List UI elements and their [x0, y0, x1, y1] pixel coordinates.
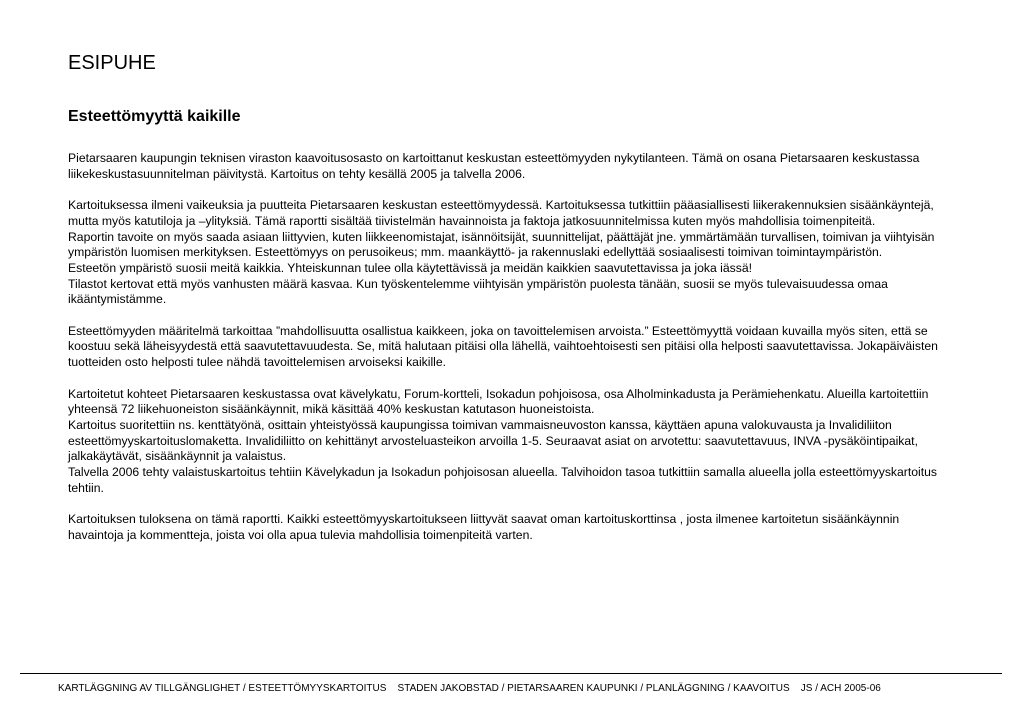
paragraph-group	[68, 512, 958, 543]
section-subheading: Esteettömyyttä kaikille	[68, 108, 241, 125]
paragraph: Tilastot kertovat että myös vanhusten määrä kasvaa. Kun työskentelemme viihtyisän ympäristön puolesta tänään, suosii se myös tulevaisuudessa omaa ikääntymistämme.	[68, 276, 888, 307]
footer-text: KARTLÄGGNING AV TILLGÄNGLIGHET / ESTEETTÖMYYSKARTOITUS STADEN JAKOBSTAD / PIETARSAAREN KAUPUNKI / PLANLÄGGNING / KAAVOITUS JS / ACH 2005-06	[58, 683, 881, 694]
paragraph: Kartoituksessa ilmeni vaikeuksia ja puutteita Pietarsaaren keskustan esteettömyydessä. Kartoituksessa tutkittiin pääasiallisesti liikerakennuksien sisäänkäyntejä, mutta myös katutiloja ja –ylityksiä. Tämä raportti sisältää tiivistelmän havainnoista ja faktoja jatkosuunnitelmissa kuten myös mahdollisia toimenpiteitä.	[68, 198, 934, 228]
paragraph: Kartoitetut kohteet Pietarsaaren keskustassa ovat kävelykatu, Forum-kortteli, Isokadun pohjoisosa, osa Alholminkadusta ja Perämiehenkatu. Alueilla kartoitettiin yhteensä 72 liikehuoneiston sisäänkäynnit, mikä käsittää 40% keskustan katutason huoneistoista.	[68, 386, 929, 417]
page-heading: ESIPUHE	[68, 52, 156, 74]
paragraph: Raportin tavoite on myös saada asiaan liittyvien, kuten liikkeenomistajat, isännöitsijät, suunnittelijat, päättäjät jne. ymmärtämään turvallisen, toimivan ja viihtyisän ympäristön luomisen merkityksen. Esteettömyys on perusoikeus; mm. maankäyttö- ja rakennuslaki edellyttää sosiaalisesti toimivan toimintaympäristön.	[68, 229, 935, 260]
paragraph: Kartoituksen tuloksena on tämä raportti. Kaikki esteettömyyskartoitukseen liittyvät saavat oman kartoituskorttinsa , josta ilmenee kartoitetun sisäänkäynnin havaintoja ja kommentteja, joista voi olla apua tulevia mahdollisia toimenpiteitä varten.	[68, 512, 900, 542]
paragraph: Esteetön ympäristö suosii meitä kaikkia. Yhteiskunnan tulee olla käytettävissä ja meidän kaikkien saavutettavissa ja joka iässä!	[68, 260, 752, 275]
paragraph-group	[68, 387, 958, 497]
footer-divider	[20, 673, 1002, 674]
paragraph: Kartoitus suoritettiin ns. kenttätyönä, osittain yhteistyössä kaupungissa toimivan vammaisneuvoston kanssa, käyttäen apuna valokuvausta ja Invalidiliiton esteettömyyskartoituslomaketta. Invalidiliitto on kehittänyt arvosteluasteikon arvoilla 1-5. Seuraavat asiat on arvotettu: saavutettavuus, INVA -pysäköintipaikat, jalkakäytävät, sisäänkäynnit ja valaistus.	[68, 417, 918, 464]
paragraph-group	[68, 198, 958, 308]
paragraph: Esteettömyyden määritelmä tarkoittaa ”mahdollisuutta osallistua kaikkeen, joka on tavoittelemisen arvoista.” Esteettömyyttä voidaan kuvailla myös siten, että se koostuu sekä läheisyydestä että saavutettavuudesta. Se, mitä halutaan pitäisi olla lähellä, vaihtoehtoisesti sen pitäisi olla helposti saavutettavissa. Jokapäiväisten tuotteiden osto helposti tulee nähdä tavoittelemisen arvoiseksi kaikille.	[68, 323, 938, 370]
paragraph: Talvella 2006 tehty valaistuskartoitus tehtiin Kävelykadun ja Isokadun pohjoisosan alueella. Talvihoidon tasoa tutkittiin samalla alueella jolla esteettömyyskartoitus tehtiin.	[68, 465, 937, 495]
paragraph-group	[68, 324, 958, 371]
body-text	[68, 151, 958, 559]
paragraph-group	[68, 151, 958, 182]
paragraph: Pietarsaaren kaupungin teknisen viraston kaavoitusosasto on kartoittanut keskustan esteettömyyden nykytilanteen. Tämä on osana Pietarsaaren keskustassa liikekeskustasuunnitelman päivitystä. Kartoitus on tehty kesällä 2005 ja talvella 2006.	[68, 151, 920, 181]
